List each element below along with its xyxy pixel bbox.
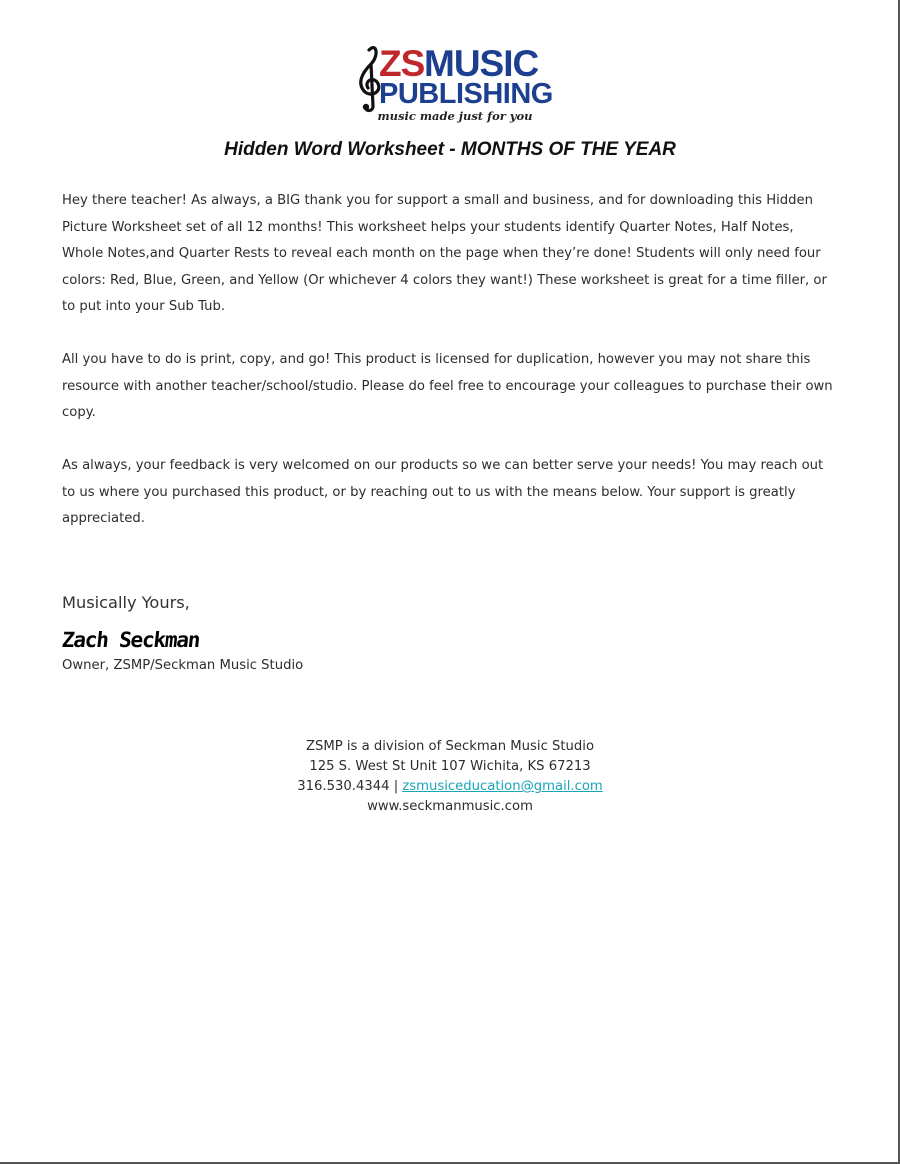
feedback-paragraph: As always, your feedback is very welcomed on our products so we can better serve your needs! You may reach out to us where you purchased this product, or by reaching out to us with the means below. Your support is greatly appreciated. — [62, 458, 824, 527]
license-paragraph: All you have to do is print, copy, and go! This product is licensed for duplication, however you may not share this resource with another teacher/school/studio. Please do feel free to encourage your colleagues to purchase their own copy. — [62, 352, 833, 421]
footer-division-line: ZSMP is a division of Seckman Music Studio — [305, 739, 595, 754]
logo-text-publishing: PUBLISHING — [379, 78, 553, 110]
logo-text-music: MUSIC — [424, 43, 539, 84]
owner-line: Owner, ZSMP/Seckman Music Studio — [62, 658, 304, 673]
footer-website[interactable]: www.seckmanmusic.com — [367, 799, 533, 814]
closing-line: Musically Yours, — [62, 593, 190, 612]
intro-paragraph: Hey there teacher! As always, a BIG thank you for support a small and business, and for downloading this Hidden Picture Worksheet set of all 12 months! This worksheet helps your students identify Quarter Notes, Half Notes, Whole Notes,and Quarter Rests to reveal each month on the page when they’re done! Students will only need four colors: Red, Blue, Green, and Yellow (Or whichever 4 colors they want!) These worksheet is great for a time filler, or to put into your Sub Tub. — [62, 193, 827, 315]
footer-separator: | — [389, 779, 403, 794]
footer-phone: 316.530.4344 — [297, 779, 390, 794]
logo-text-zs: ZS — [379, 43, 425, 84]
footer-contact-line — [0, 777, 900, 797]
treble-clef-icon — [361, 48, 379, 111]
page-title: Hidden Word Worksheet - MONTHS OF THE YEAR — [224, 139, 676, 160]
logo-graphic — [355, 40, 555, 130]
logo-tagline: music made just for you — [377, 109, 533, 123]
signature: Zach Seckman — [60, 628, 201, 652]
footer-email-link[interactable]: zsmusiceducation@gmail.com — [402, 779, 603, 794]
footer-address: 125 S. West St Unit 107 Wichita, KS 67213 — [309, 759, 591, 774]
contact-footer — [0, 737, 900, 817]
zsmusic-publishing-logo — [355, 40, 555, 130]
